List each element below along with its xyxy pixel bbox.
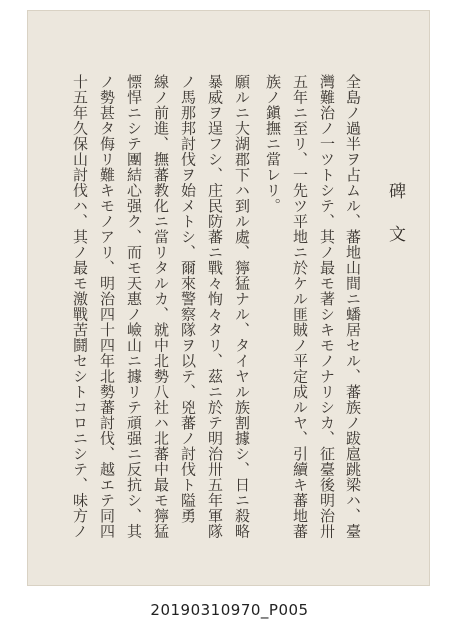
page-title: 碑文 xyxy=(385,182,405,268)
text-column: 線ノ前進、撫蕃教化ニ當リタルカ、就中北勢八社ハ北蕃中最モ獰猛 xyxy=(152,74,170,539)
document-page xyxy=(27,10,430,586)
text-column: ノ馬那邦討伐ヲ始メトシ、爾來警察隊ヲ以テ、兇蕃ノ討伐ト隘勇 xyxy=(179,74,197,524)
text-column: 族ノ鎭撫ニ當レリ。 xyxy=(264,74,282,214)
text-column: 暴威ヲ逞フシ、庄民防蕃ニ戰々恂々タリ、茲ニ於テ明治卅五年軍隊 xyxy=(206,74,224,539)
text-column: 灣難治ノ一ツトシテ、其ノ最モ著シキモノナリシカ、征臺後明治卅 xyxy=(318,74,336,539)
image-caption: 20190310970_P005 xyxy=(150,601,309,619)
text-column: ノ勢甚タ侮リ難キモノアリ、明治四十四年北勢蕃討伐、越エテ同四 xyxy=(98,74,116,539)
text-column: 十五年久保山討伐ハ、其ノ最モ激戰苦鬪セシトコロニシテ、味方ノ xyxy=(71,74,89,539)
text-column: 慓悍ニシテ團結心强ク、而モ天惠ノ嶮山ニ據リテ頑强ニ反抗シ、其 xyxy=(125,74,143,539)
text-column: 願ルニ大湖郡下ハ到ル處、獰猛ナル、タイヤル族割據シ、日ニ殺略 xyxy=(233,74,251,539)
text-column: 五年ニ至リ、一先ツ平地ニ於ケル匪賊ノ平定成ルヤ、引續キ蕃地蕃 xyxy=(291,74,309,539)
text-column: 全島ノ過半ヲ占ムル、蕃地山間ニ蟠居セル、蕃族ノ跋扈跳梁ハ、臺 xyxy=(344,74,362,539)
